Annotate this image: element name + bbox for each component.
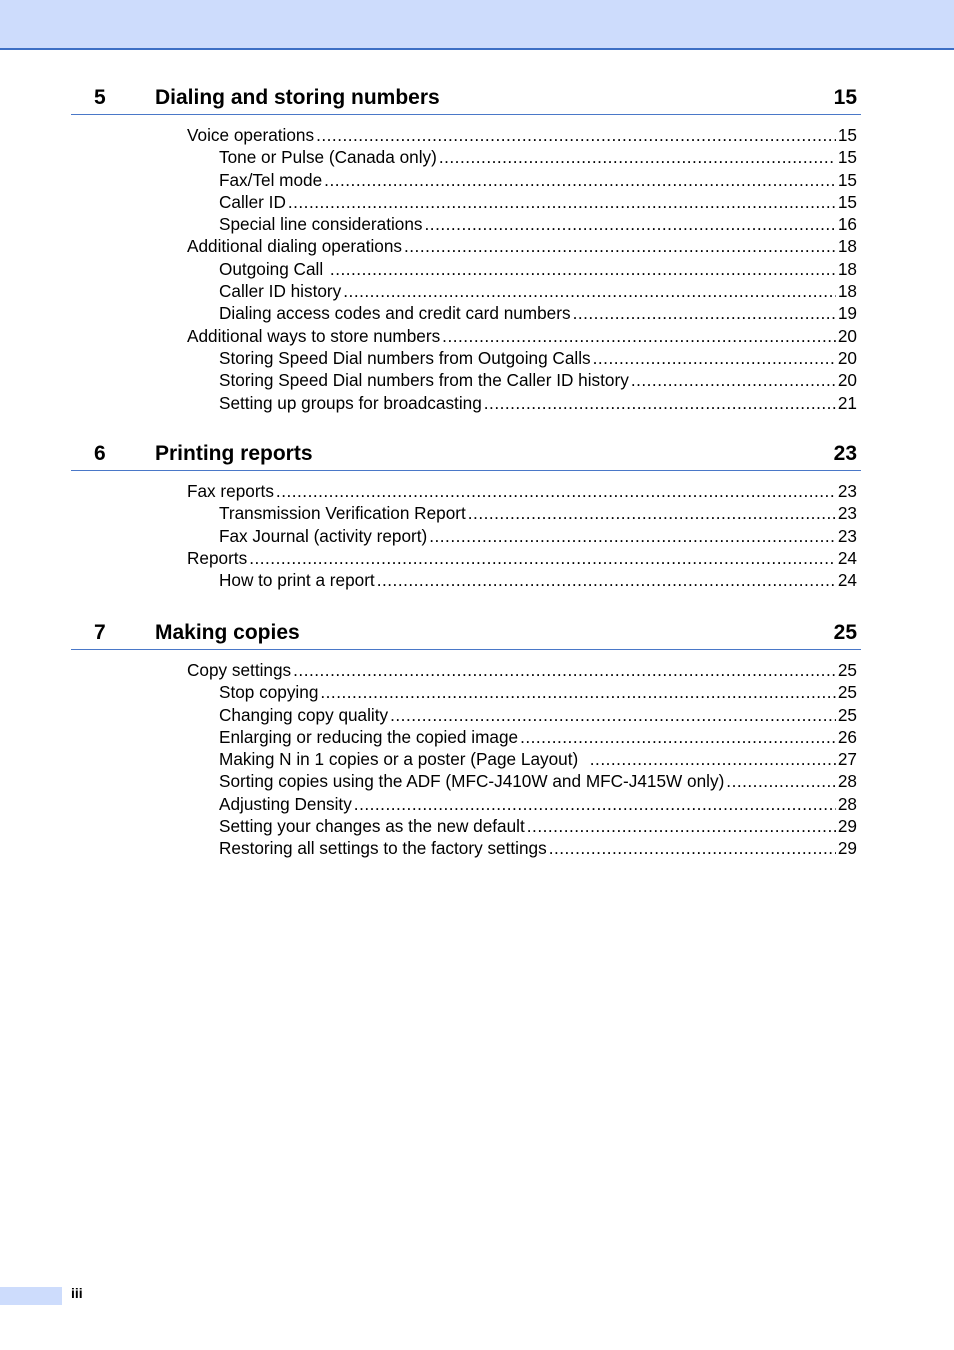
dot-leader — [330, 258, 836, 280]
dot-leader — [288, 191, 836, 213]
toc-entry[interactable] — [219, 525, 857, 547]
toc-entry-page: 26 — [837, 726, 857, 747]
toc-entry-page: 25 — [837, 682, 857, 703]
toc-entry[interactable] — [219, 169, 857, 191]
chapter-entries — [0, 480, 954, 591]
dot-leader — [390, 704, 836, 726]
toc-entry[interactable] — [219, 681, 857, 703]
toc-entry-page: 18 — [837, 281, 857, 302]
toc-entry[interactable] — [219, 191, 857, 213]
chapter-page: 23 — [833, 442, 857, 465]
dot-leader — [293, 659, 836, 681]
toc-entry[interactable] — [219, 569, 857, 591]
dot-leader — [324, 169, 836, 191]
toc-entry[interactable] — [187, 235, 857, 257]
dot-leader — [573, 302, 836, 324]
dot-leader — [316, 124, 836, 146]
toc-entry[interactable] — [187, 659, 857, 681]
toc-entry[interactable] — [187, 325, 857, 347]
toc-entry-page: 20 — [837, 347, 857, 368]
toc-entry-page: 25 — [837, 704, 857, 725]
toc-entry-page: 16 — [837, 214, 857, 235]
dot-leader — [590, 748, 836, 770]
toc-entry-page: 15 — [837, 125, 857, 145]
toc-entry[interactable] — [219, 770, 857, 792]
toc-entry-title: Additional ways to store numbers — [187, 325, 441, 346]
toc-entry-title: Voice operations — [187, 125, 315, 145]
toc-entry-page: 15 — [837, 169, 857, 190]
toc-entry-title: Caller ID — [219, 191, 286, 212]
chapter-page: 25 — [833, 621, 857, 644]
dot-leader — [549, 837, 836, 859]
toc-entry[interactable] — [219, 726, 857, 748]
dot-leader — [520, 726, 836, 748]
toc-entry[interactable] — [219, 392, 857, 414]
toc-entry-page: 19 — [837, 303, 857, 324]
chapter-title: Printing reports — [155, 442, 313, 465]
toc-entry[interactable] — [219, 369, 857, 391]
toc-entry[interactable] — [219, 502, 857, 524]
toc-entry-title: Storing Speed Dial numbers from the Caller ID history — [219, 370, 629, 391]
toc-entry-page: 24 — [837, 547, 857, 568]
toc-entry-title: Changing copy quality — [219, 704, 389, 725]
header-band — [0, 0, 954, 50]
dot-leader — [354, 793, 836, 815]
chapter-entries — [0, 124, 954, 414]
chapter-title: Making copies — [155, 621, 300, 644]
dot-leader — [527, 815, 836, 837]
chapter-heading[interactable] — [71, 86, 861, 115]
dot-leader — [631, 369, 836, 391]
toc-entry-title: Fax/Tel mode — [219, 169, 323, 190]
dot-leader — [484, 392, 836, 414]
chapter-heading[interactable] — [71, 621, 861, 650]
toc-entry-title: Copy settings — [187, 660, 292, 680]
dot-leader — [429, 525, 836, 547]
toc-entry-page: 27 — [837, 749, 857, 770]
toc-entry-page: 20 — [837, 370, 857, 391]
toc-entry-title: Enlarging or reducing the copied image — [219, 726, 519, 747]
toc-entry[interactable] — [219, 837, 857, 859]
dot-leader — [439, 146, 836, 168]
toc-entry[interactable] — [219, 258, 857, 280]
toc-entry-page: 23 — [837, 525, 857, 546]
toc-entry-title: Reports — [187, 547, 248, 568]
toc-entry-page: 29 — [837, 816, 857, 837]
toc-entry-page: 28 — [837, 793, 857, 814]
toc-entry-title: Sorting copies using the ADF (MFC-J410W and MFC-J415W only) — [219, 771, 725, 792]
dot-leader — [404, 235, 836, 257]
toc-entry[interactable] — [219, 347, 857, 369]
toc-entry-page: 18 — [837, 236, 857, 257]
toc-entry[interactable] — [187, 124, 857, 146]
toc-entry-title: How to print a report — [219, 570, 375, 591]
toc-entry[interactable] — [219, 146, 857, 168]
toc-entry-page: 24 — [837, 570, 857, 591]
toc-entry-title: Storing Speed Dial numbers from Outgoing Calls — [219, 347, 591, 368]
toc-entry[interactable] — [219, 793, 857, 815]
toc-entry-title: Restoring all settings to the factory settings — [219, 838, 547, 859]
toc-entry-title: Fax reports — [187, 481, 274, 501]
toc-entry[interactable] — [219, 748, 857, 770]
chapter-title: Dialing and storing numbers — [155, 86, 440, 109]
toc-entry-title: Fax Journal (activity report) — [219, 525, 428, 546]
chapter-number: 6 — [94, 442, 106, 465]
chapter-entries — [0, 659, 954, 860]
toc-entry-title: Transmission Verification Report — [219, 503, 466, 524]
toc-entry-page: 28 — [837, 771, 857, 792]
dot-leader — [468, 502, 836, 524]
dot-leader — [442, 325, 836, 347]
toc-entry[interactable] — [219, 280, 857, 302]
toc-entry-page: 21 — [837, 392, 857, 413]
dot-leader — [276, 480, 836, 502]
dot-leader — [320, 681, 836, 703]
toc-entry[interactable] — [219, 302, 857, 324]
toc-entry-title: Stop copying — [219, 682, 319, 703]
toc-entry-title: Caller ID history — [219, 281, 342, 302]
toc-entry[interactable] — [187, 480, 857, 502]
toc-entry-page: 20 — [837, 325, 857, 346]
toc-entry-title: Dialing access codes and credit card numbers — [219, 303, 571, 324]
toc-entry-page: 23 — [837, 481, 857, 501]
dot-leader — [593, 347, 836, 369]
toc-entry-title: Adjusting Density — [219, 793, 352, 814]
toc-entry-title: Making N in 1 copies or a poster (Page Layout) — [219, 749, 588, 770]
chapter-page: 15 — [833, 86, 857, 109]
toc-entry-title: Setting your changes as the new default — [219, 816, 525, 837]
toc-entry[interactable] — [219, 815, 857, 837]
dot-leader — [377, 569, 836, 591]
chapter-heading[interactable] — [71, 442, 861, 471]
dot-leader — [425, 213, 836, 235]
chapter-number: 5 — [94, 86, 106, 109]
toc-entry-title: Additional dialing operations — [187, 236, 402, 257]
toc-entry-title: Tone or Pulse (Canada only) — [219, 147, 437, 168]
toc-entry-page: 29 — [837, 838, 857, 859]
toc-entry[interactable] — [219, 213, 857, 235]
toc-entry-page: 25 — [837, 660, 857, 680]
footer-tab — [0, 1287, 62, 1305]
page-number: iii — [71, 1285, 83, 1301]
toc-entry[interactable] — [219, 704, 857, 726]
toc-entry-page: 23 — [837, 503, 857, 524]
toc-entry-page: 15 — [837, 191, 857, 212]
dot-leader — [343, 280, 836, 302]
toc-entry-title: Special line considerations — [219, 214, 423, 235]
dot-leader — [249, 547, 836, 569]
dot-leader — [726, 770, 836, 792]
chapter-number: 7 — [94, 621, 106, 644]
toc-entry-page: 18 — [837, 258, 857, 279]
toc-entry-page: 15 — [837, 147, 857, 168]
toc-entry-title: Outgoing Call — [219, 258, 328, 279]
toc-entry[interactable] — [187, 547, 857, 569]
toc-entry-title: Setting up groups for broadcasting — [219, 392, 482, 413]
